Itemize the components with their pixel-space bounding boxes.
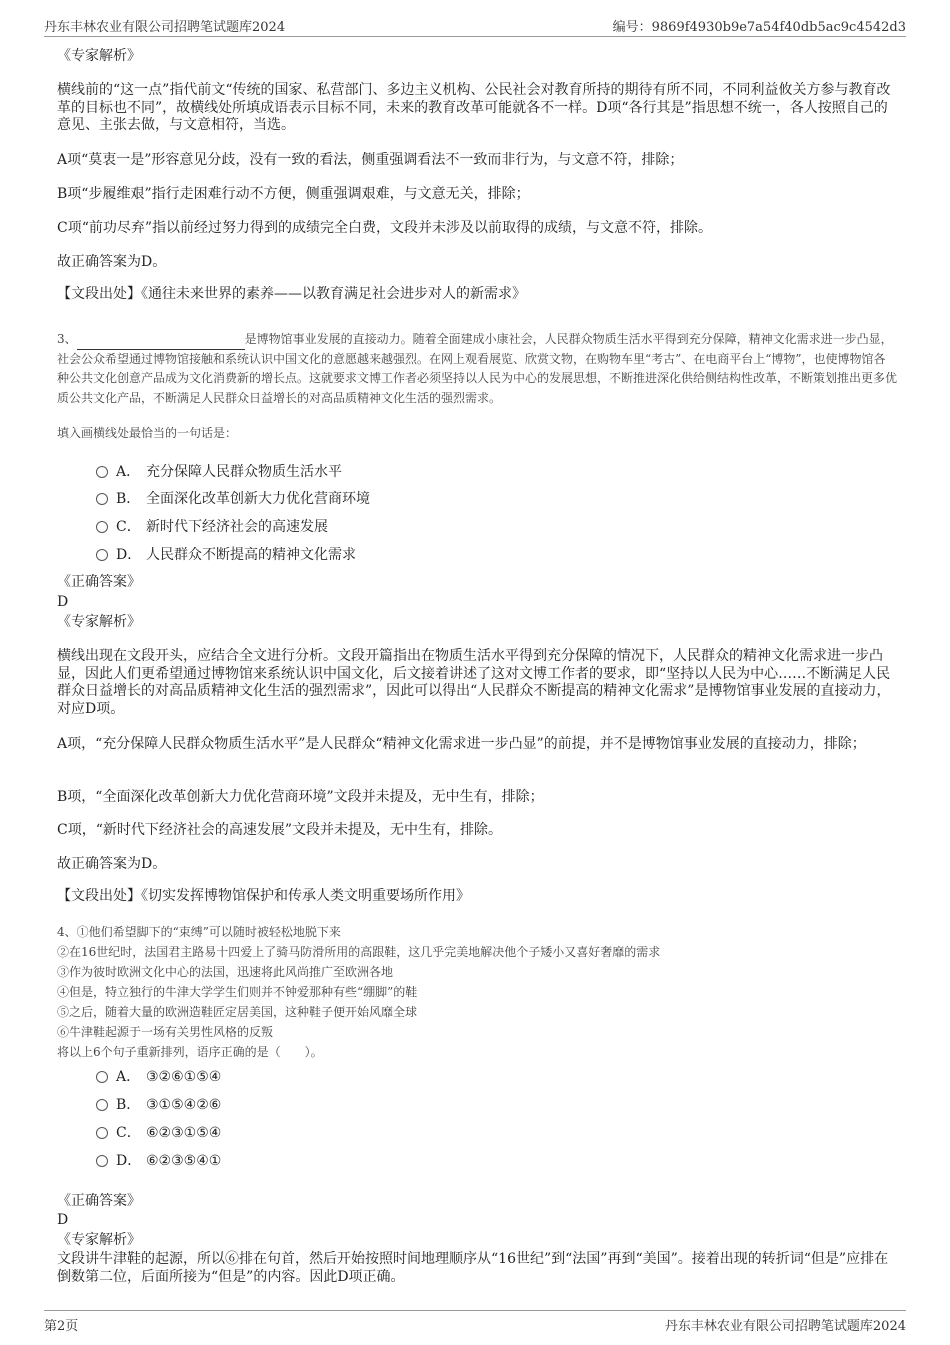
q3-option-c[interactable]: C． 新时代下经济社会的高速发展	[96, 516, 328, 536]
q3-analysis-b: B项，“全面深化改革创新大力优化营商环境”文段并未提及，无中生有，排除；	[57, 789, 544, 805]
q4-stem	[57, 922, 897, 1062]
q4-analysis-p1: 文段讲牛津鞋的起源，所以⑥排在句首，然后开始按照时间地理顺序从“16世纪”到“法国”再到“美国”。接着出现的转折词“但是”应排在倒数第二位，后面所接为“但是”的内容。因此D项正确。	[57, 1251, 889, 1285]
q3-analysis-c: C项，“新时代下经济社会的高速发展”文段并未提及，无中生有，排除。	[57, 822, 503, 838]
header-doc-id: 编号：9869f4930b9e7a54f40db5ac9c4542d3	[612, 20, 906, 35]
prev-analysis-b: B项“步履维艰”指行走困难行动不方便，侧重强调艰难，与文意无关，排除；	[57, 186, 530, 202]
prev-answer-line: 故正确答案为D。	[57, 254, 167, 270]
q4-sentence-3: ③作为彼时欧洲文化中心的法国，迅速将此风尚推广至欧洲各地	[57, 965, 394, 979]
q3-stem	[57, 330, 897, 408]
q3-analysis-p1: 横线出现在文段开头，应结合全文进行分析。文段开篇指出在物质生活水平得到充分保障的情况下，人民群众的精神文化需求进一步凸显，因此人们更希望通过博物馆来系统认识中国文化，后文接着讲述了这对文博工作者的要求，即“坚持以人民为中心……不断满足人民群众日益增长的对高品质精神文化生活的强烈需求”，因此可以得出“人民群众不断提高的精神文化需求”是博物馆事业发展的直接动力，对应D项。	[57, 648, 891, 717]
q4-sentence-6: ⑥牛津鞋起源于一场有关男性风格的反叛	[57, 1025, 274, 1039]
q4-answer-label: 《正确答案》	[57, 1193, 141, 1209]
q3-source: 【文段出处】《切实发挥博物馆保护和传承人类文明重要场所作用》	[57, 888, 470, 904]
footer-title: 丹东丰林农业有限公司招聘笔试题库2024	[664, 1319, 906, 1334]
q3-option-b[interactable]: B． 全面深化改革创新大力优化营商环境	[96, 488, 370, 508]
radio-icon[interactable]	[96, 493, 108, 505]
q4-sentence-1: 4、①他们希望脚下的“束缚”可以随时被轻松地脱下来	[57, 925, 341, 939]
radio-icon[interactable]	[96, 1127, 108, 1139]
prev-analysis-p1: 横线前的“这一点”指代前文“传统的国家、私营部门、多边主义机构、公民社会对教育所持的期待有所不同，不同利益攸关方参与教育改革的目标也不同”，故横线处所填成语表示目标不同，未来的教育改革可能就各不一样。D项“各行其是”指思想不统一，各人按照自己的意见、主张去做，与文意相符，当选。	[57, 82, 891, 133]
radio-icon[interactable]	[96, 466, 108, 478]
radio-icon[interactable]	[96, 521, 108, 533]
radio-icon[interactable]	[96, 1071, 108, 1083]
q3-option-d[interactable]: D． 人民群众不断提高的精神文化需求	[96, 544, 356, 564]
q4-option-a[interactable]: A． ③②⑥①⑤④	[96, 1066, 221, 1086]
q3-answer: D	[57, 594, 69, 610]
prev-analysis-a: A项“莫衷一是”形容意见分歧，没有一致的看法，侧重强调看法不一致而非行为，与文意不符，排除；	[57, 152, 684, 168]
q4-sentence-2: ②在16世纪时，法国君主路易十四爱上了骑马防滑所用的高跟鞋，这几乎完美地解决他个子矮小又喜好奢靡的需求	[57, 945, 661, 959]
footer-page-number: 第2页	[44, 1319, 79, 1334]
q3-blank	[77, 337, 245, 350]
prev-source: 【文段出处】《通往未来世界的素养——以教育满足社会进步对人的新需求》	[57, 286, 526, 302]
q4-option-d[interactable]: D． ⑥②③⑤④①	[96, 1150, 221, 1170]
q4-sentence-4: ④但是，特立独行的牛津大学学生们则并不钟爱那种有些“绷脚”的鞋	[57, 985, 418, 999]
q4-option-b[interactable]: B． ③①⑤④②⑥	[96, 1094, 221, 1114]
prev-analysis-label: 《专家解析》	[57, 48, 141, 64]
q3-answer-line: 故正确答案为D。	[57, 856, 167, 872]
q3-answer-label: 《正确答案》	[57, 574, 141, 590]
radio-icon[interactable]	[96, 1099, 108, 1111]
q3-option-a[interactable]: A． 充分保障人民群众物质生活水平	[96, 461, 342, 481]
header-title: 丹东丰林农业有限公司招聘笔试题库2024	[44, 20, 286, 35]
q4-answer: D	[57, 1212, 69, 1228]
radio-icon[interactable]	[96, 549, 108, 561]
q3-analysis-label: 《专家解析》	[57, 614, 141, 630]
q4-analysis-label: 《专家解析》	[57, 1232, 141, 1248]
page-footer	[44, 1310, 906, 1333]
q3-prompt: 填入画横线处最恰当的一句话是：	[57, 426, 238, 440]
radio-icon[interactable]	[96, 1155, 108, 1167]
prev-analysis-c: C项“前功尽弃”指以前经过努力得到的成绩完全白费，文段并未涉及以前取得的成绩，与文意不符，排除。	[57, 220, 713, 236]
q4-prompt: 将以上6个句子重新排列，语序正确的是（ ）。	[57, 1045, 323, 1059]
page-header	[44, 14, 906, 37]
q4-option-c[interactable]: C． ⑥②③①⑤④	[96, 1122, 221, 1142]
q3-analysis-a: A项，“充分保障人民群众物质生活水平”是人民群众“精神文化需求进一步凸显”的前提，并不是博物馆事业发展的直接动力，排除；	[57, 736, 866, 752]
q4-sentence-5: ⑤之后，随着大量的欧洲造鞋匠定居美国，这种鞋子便开始风靡全球	[57, 1005, 418, 1019]
q3-text: 是博物馆事业发展的直接动力。随着全面建成小康社会，人民群众物质生活水平得到充分保障，精神文化需求进一步凸显，社会公众希望通过博物馆接触和系统认识中国文化的意愿越来越强烈。在网上观看展览、欣赏文物，在购物车里“考古”、在电商平台上“博物”，也使博物馆各种公共文化创意产品成为文化消费新的增长点。这就要求文博工作者必须坚持以人民为中心的发展思想，不断推进深化供给侧结构性改革，不断策划推出更多优质公共文化产品，不断满足人民群众日益增长的对高品质精神文化生活的强烈需求。	[57, 332, 898, 405]
q3-number: 3、	[57, 332, 77, 346]
